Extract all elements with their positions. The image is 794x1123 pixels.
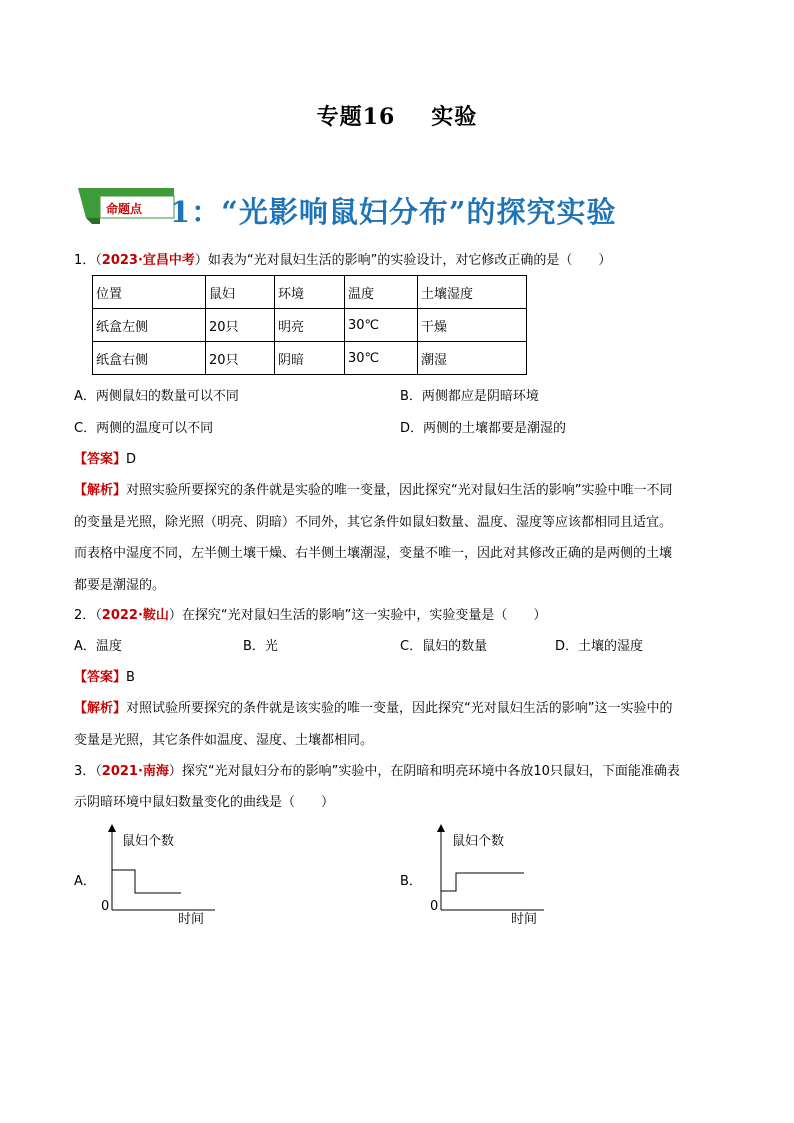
table-header: 温度 [345, 276, 418, 309]
q3-graph-a-label: A． [74, 874, 96, 889]
banner-label: 命题点 [106, 202, 143, 216]
q1-analysis-line: 的变量是光照，除光照（明亮、阴暗）不同外，其它条件如鼠妇数量、温度、湿度等应该都相同且适宜。 [74, 515, 673, 530]
table-cell: 明亮 [275, 309, 345, 342]
table-cell: 20只 [206, 342, 275, 375]
q2-analysis-line [74, 697, 673, 716]
q3-source: 2021·南海 [101, 764, 169, 779]
x-axis-label: 时间 [178, 912, 205, 926]
q1-answer [74, 448, 136, 467]
q3-graph-b [424, 822, 554, 926]
y-axis-arrow-icon [437, 824, 445, 832]
origin-label: 0 [430, 899, 439, 914]
q1-table [92, 275, 527, 375]
q1-source: 2023·宜昌中考 [101, 253, 195, 268]
q1-option-b: B．两侧都应是阴暗环境 [400, 389, 539, 404]
q1-analysis-line: 而表格中湿度不同，左半侧土壤干燥、右半侧土壤潮湿，变量不唯一，因此对其修改正确的是两侧的土壤 [74, 546, 673, 561]
q3-graph-b-label: B． [400, 874, 422, 889]
q3-stem [74, 760, 680, 779]
q1-option-d: D．两侧的土壤都要是潮湿的 [400, 421, 567, 436]
y-axis-arrow-icon [108, 824, 116, 832]
q1-stem [74, 249, 611, 268]
table-header-row [93, 276, 527, 309]
curve-line [441, 873, 524, 891]
title-part2: 实验 [431, 104, 478, 130]
analysis-tag: 【解析】 [74, 701, 127, 716]
y-axis-label: 鼠妇个数 [122, 834, 175, 849]
q2-stem [74, 604, 546, 623]
answer-tag: 【答案】 [74, 452, 127, 467]
table-header: 土壤湿度 [418, 276, 527, 309]
q2-answer [74, 666, 135, 685]
analysis-tag: 【解析】 [74, 483, 127, 498]
section-heading: 1：“光影响鼠妇分布”的探究实验 [170, 195, 617, 229]
q3-stem-line2: 示阴暗环境中鼠妇数量变化的曲线是（ ） [74, 795, 335, 810]
answer-tag: 【答案】 [74, 670, 127, 685]
q3-graph-a [95, 822, 225, 926]
table-cell: 潮湿 [418, 342, 527, 375]
table-cell: 纸盒左侧 [93, 309, 206, 342]
analysis-text: 对照试验所要探究的条件就是该实验的唯一变量，因此探究“光对鼠妇生活的影响”这一实验中的 [126, 701, 673, 716]
table-cell: 纸盒右侧 [93, 342, 206, 375]
q3-stem-text: ）探究“光对鼠妇分布的影响”实验中，在阴暗和明亮环境中各放10只鼠妇，下面能准确表 [168, 764, 680, 779]
table-header: 位置 [93, 276, 206, 309]
table-cell: 30℃ [345, 342, 418, 375]
x-axis-label: 时间 [511, 912, 538, 926]
table-cell: 20只 [206, 309, 275, 342]
q2-source: 2022·鞍山 [101, 608, 169, 623]
page-title [0, 100, 794, 131]
q2-option-b: B．光 [243, 639, 278, 654]
q1-stem-text: ）如表为“光对鼠妇生活的影响”的实验设计，对它修改正确的是（ ） [194, 253, 612, 268]
origin-label: 0 [101, 899, 110, 914]
answer-value: D [126, 452, 137, 467]
title-part1: 专题16 [316, 104, 396, 130]
q2-option-d: D．土壤的湿度 [555, 639, 644, 654]
q3-number: 3．（ [74, 764, 102, 779]
q2-number: 2．（ [74, 608, 102, 623]
q2-option-c: C．鼠妇的数量 [400, 639, 488, 654]
answer-value: B [126, 670, 135, 685]
q2-analysis-line: 变量是光照，其它条件如温度、湿度、土壤都相同。 [74, 733, 374, 748]
analysis-text: 对照实验所要探究的条件就是实验的唯一变量，因此探究“光对鼠妇生活的影响”实验中唯一不同 [126, 483, 673, 498]
q1-number: 1．（ [74, 253, 102, 268]
table-cell: 阴暗 [275, 342, 345, 375]
q2-option-a: A．温度 [74, 639, 122, 654]
y-axis-label: 鼠妇个数 [452, 834, 505, 849]
q1-option-c: C．两侧的温度可以不同 [74, 421, 214, 436]
curve-line [112, 870, 181, 893]
flag-banner-icon [78, 186, 178, 224]
table-cell: 30℃ [345, 309, 418, 342]
q1-analysis-line: 都要是潮湿的。 [74, 578, 166, 593]
table-cell: 干燥 [418, 309, 527, 342]
table-header: 环境 [275, 276, 345, 309]
table-header: 鼠妇 [206, 276, 275, 309]
q1-option-a: A．两侧鼠妇的数量可以不同 [74, 389, 239, 404]
q1-analysis-line [74, 479, 673, 498]
table-row [93, 309, 527, 342]
table-row [93, 342, 527, 375]
q2-stem-text: ）在探究“光对鼠妇生活的影响”这一实验中，实验变量是（ ） [168, 608, 547, 623]
